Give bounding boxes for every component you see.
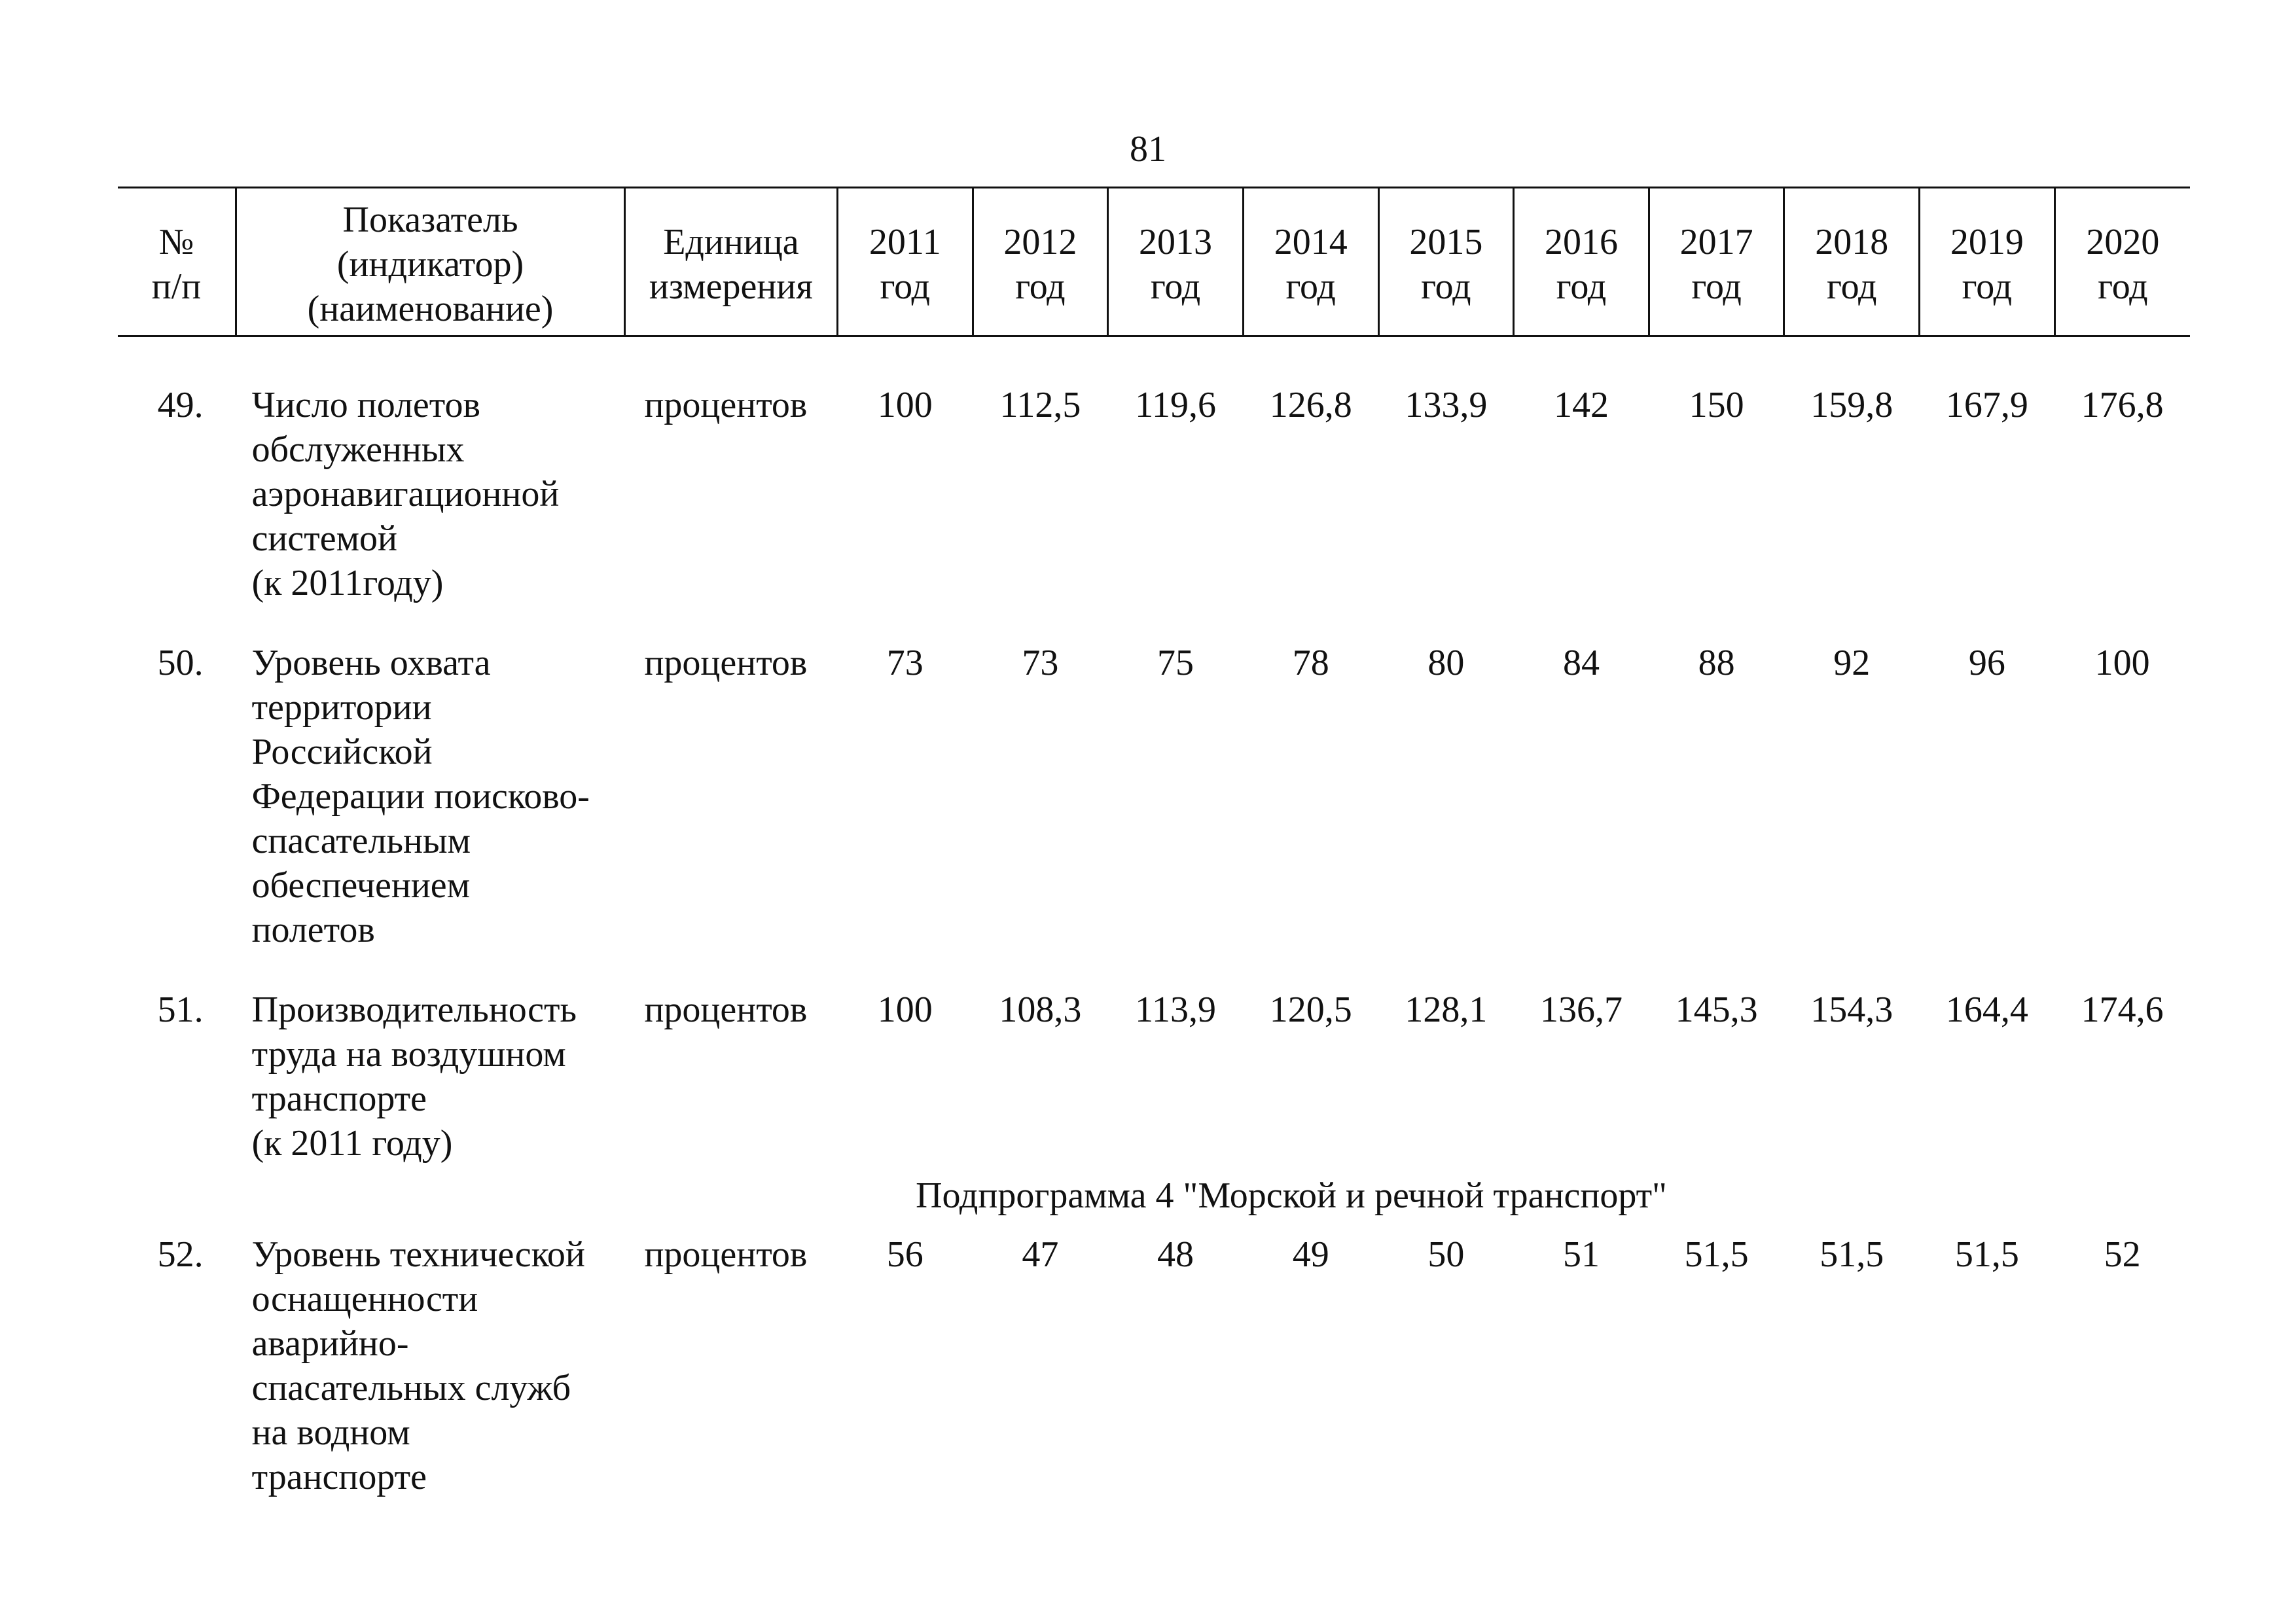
value-2011: 56 xyxy=(886,1234,924,1275)
header-name-line: Показатель xyxy=(342,200,518,240)
value-2013: 48 xyxy=(1157,1234,1194,1275)
header-year-suffix: год xyxy=(1556,266,1607,307)
header-num-line: № xyxy=(158,222,194,262)
header-year-suffix: год xyxy=(1285,266,1336,307)
value-2016: 84 xyxy=(1562,643,1600,683)
header-year-suffix: год xyxy=(1691,266,1742,307)
header-unit-line: Единица xyxy=(663,222,799,262)
header-year-2018 xyxy=(1784,188,1920,336)
indicators-table xyxy=(118,187,2190,1499)
header-year: 2020 xyxy=(2086,222,2160,262)
value-2011: 100 xyxy=(877,990,933,1030)
header-row xyxy=(118,188,2190,336)
value-2017: 145,3 xyxy=(1675,990,1758,1030)
row-unit: процентов xyxy=(644,385,808,425)
row-number: 51. xyxy=(157,990,204,1030)
indicator-name-line: полетов xyxy=(251,910,375,950)
subprogram-title: Подпрограмма 4 "Морской и речной транспорт" xyxy=(916,1175,1667,1216)
header-name-line: (индикатор) xyxy=(336,244,524,285)
value-2020: 100 xyxy=(2094,643,2150,683)
table-row-49 xyxy=(118,383,2190,605)
value-2013: 113,9 xyxy=(1135,990,1217,1030)
spacer-row xyxy=(118,952,2190,988)
value-2018: 154,3 xyxy=(1810,990,1893,1030)
row-number: 49. xyxy=(157,385,204,425)
row-unit: процентов xyxy=(644,1234,808,1275)
value-2019: 167,9 xyxy=(1945,385,2028,425)
spacer-row xyxy=(118,336,2190,383)
table-row-51 xyxy=(118,988,2190,1166)
row-indicator-name xyxy=(236,1232,625,1499)
value-2018: 92 xyxy=(1833,643,1871,683)
indicator-name-line: аварийно- xyxy=(251,1323,409,1364)
indicator-name-line: спасательным xyxy=(251,821,471,861)
value-2012: 108,3 xyxy=(999,990,1082,1030)
value-2018: 51,5 xyxy=(1820,1234,1884,1275)
value-2016: 51 xyxy=(1562,1234,1600,1275)
header-name xyxy=(236,188,625,336)
indicator-name-line: спасательных служб xyxy=(251,1368,571,1408)
value-2015: 133,9 xyxy=(1405,385,1488,425)
value-2019: 96 xyxy=(1968,643,2005,683)
row-indicator-name xyxy=(236,641,625,952)
header-year-suffix: год xyxy=(2098,266,2148,307)
value-2014: 120,5 xyxy=(1269,990,1352,1030)
indicator-name-line: оснащенности xyxy=(251,1279,478,1319)
header-year: 2014 xyxy=(1274,222,1348,262)
indicator-name-line: аэронавигационной xyxy=(251,474,560,514)
header-year-2012 xyxy=(973,188,1108,336)
header-year-suffix: год xyxy=(1150,266,1201,307)
header-year: 2013 xyxy=(1139,222,1213,262)
table-row-50 xyxy=(118,641,2190,952)
value-2013: 75 xyxy=(1157,643,1194,683)
header-year-2011 xyxy=(837,188,973,336)
row-unit: процентов xyxy=(644,990,808,1030)
table-header xyxy=(118,188,2190,336)
indicator-name-line: Федерации поисково- xyxy=(251,776,590,817)
value-2016: 136,7 xyxy=(1539,990,1623,1030)
value-2011: 73 xyxy=(886,643,924,683)
value-2012: 47 xyxy=(1022,1234,1059,1275)
indicator-name-line: Число полетов xyxy=(251,385,480,425)
row-number: 52. xyxy=(157,1234,204,1275)
value-2014: 126,8 xyxy=(1269,385,1352,425)
subprogram-row xyxy=(118,1166,2190,1232)
row-number: 50. xyxy=(157,643,204,683)
indicator-name-line: Уровень технической xyxy=(251,1234,585,1275)
value-2012: 73 xyxy=(1022,643,1059,683)
row-unit: процентов xyxy=(644,643,808,683)
header-year: 2019 xyxy=(1950,222,2024,262)
value-2014: 78 xyxy=(1292,643,1329,683)
value-2015: 80 xyxy=(1427,643,1465,683)
header-year-2020 xyxy=(2054,188,2190,336)
header-num xyxy=(118,188,236,336)
header-year-suffix: год xyxy=(1015,266,1066,307)
header-year-2019 xyxy=(1920,188,2055,336)
indicator-name-line: территории xyxy=(251,687,432,728)
header-year: 2017 xyxy=(1679,222,1753,262)
header-year: 2015 xyxy=(1409,222,1483,262)
header-year-2016 xyxy=(1514,188,1649,336)
indicator-name-line: обеспечением xyxy=(251,865,471,906)
header-year-2017 xyxy=(1649,188,1784,336)
header-year-suffix: год xyxy=(1421,266,1471,307)
indicator-name-line: Российской xyxy=(251,732,433,772)
indicator-name-line: труда на воздушном xyxy=(251,1034,566,1075)
indicator-name-line: Уровень охвата xyxy=(251,643,491,683)
value-2020: 176,8 xyxy=(2081,385,2164,425)
header-year-suffix: год xyxy=(880,266,930,307)
header-year-2013 xyxy=(1108,188,1244,336)
indicator-name-line: на водном xyxy=(251,1412,410,1453)
table-body xyxy=(118,336,2190,1500)
header-year: 2012 xyxy=(1003,222,1077,262)
value-2015: 50 xyxy=(1427,1234,1465,1275)
row-indicator-name xyxy=(236,988,625,1166)
value-2011: 100 xyxy=(877,385,933,425)
page-number xyxy=(0,131,2296,168)
header-unit-line: измерения xyxy=(649,266,814,307)
value-2012: 112,5 xyxy=(999,385,1081,425)
indicator-name-line: транспорте xyxy=(251,1079,427,1119)
value-2017: 51,5 xyxy=(1684,1234,1749,1275)
indicator-name-line: (к 2011году) xyxy=(251,563,444,603)
indicator-name-line: Производительность xyxy=(251,990,577,1030)
value-2013: 119,6 xyxy=(1135,385,1217,425)
value-2017: 88 xyxy=(1698,643,1735,683)
value-2017: 150 xyxy=(1689,385,1744,425)
header-unit xyxy=(624,188,837,336)
row-indicator-name xyxy=(236,383,625,605)
header-year: 2018 xyxy=(1815,222,1889,262)
header-name-line: (наименование) xyxy=(307,289,554,329)
header-year-2014 xyxy=(1243,188,1378,336)
header-num-line: п/п xyxy=(151,266,202,307)
indicator-name-line: обслуженных xyxy=(251,429,465,470)
header-year-suffix: год xyxy=(1827,266,1877,307)
indicator-name-line: транспорте xyxy=(251,1457,427,1497)
value-2020: 52 xyxy=(2104,1234,2141,1275)
page-number-text: 81 xyxy=(1130,129,1166,169)
value-2016: 142 xyxy=(1553,385,1609,425)
header-year: 2016 xyxy=(1544,222,1618,262)
value-2020: 174,6 xyxy=(2081,990,2164,1030)
value-2014: 49 xyxy=(1292,1234,1329,1275)
value-2015: 128,1 xyxy=(1405,990,1488,1030)
value-2019: 51,5 xyxy=(1954,1234,2019,1275)
value-2018: 159,8 xyxy=(1810,385,1893,425)
table-row-52 xyxy=(118,1232,2190,1499)
indicator-name-line: (к 2011 году) xyxy=(251,1123,453,1164)
header-year-suffix: год xyxy=(1962,266,2013,307)
indicator-name-line: системой xyxy=(251,518,397,559)
spacer-row xyxy=(118,605,2190,641)
header-year: 2011 xyxy=(869,222,941,262)
header-year-2015 xyxy=(1378,188,1514,336)
value-2019: 164,4 xyxy=(1945,990,2028,1030)
